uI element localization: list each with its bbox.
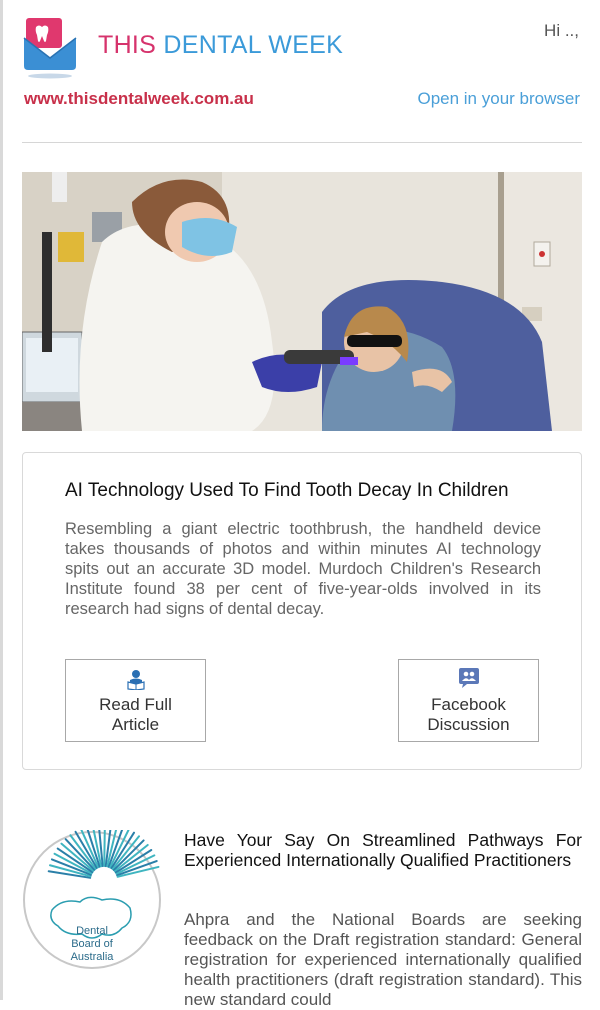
facebook-button-line1: Facebook — [431, 695, 506, 714]
open-in-browser-link[interactable]: Open in your browser — [417, 89, 580, 108]
brand-name: THIS DENTAL WEEK — [98, 31, 344, 59]
read-button-line2: Article — [111, 715, 160, 734]
left-border — [0, 0, 3, 1000]
read-button-line1: Read Full — [99, 695, 172, 714]
reader-icon — [125, 668, 147, 690]
greeting: Hi .., — [544, 21, 579, 40]
article-hero-image[interactable] — [22, 172, 582, 431]
dba-line1: Dental — [76, 925, 108, 937]
article-card — [22, 452, 582, 770]
article2-title[interactable]: Have Your Say On Streamlined Pathways For Experienced Internationally Qualified Practitioners — [184, 830, 582, 870]
dental-board-logo — [22, 830, 162, 970]
group-chat-icon — [458, 668, 480, 690]
dba-line2: Board of — [71, 938, 113, 950]
facebook-discussion-button[interactable] — [398, 659, 539, 742]
logo-ray — [104, 830, 105, 866]
article2-summary: Ahpra and the National Boards are seeking feedback on the Draft registration standard: General registration for experienced internationally qualified health practitioners (draft registration standard). This new standard could — [184, 910, 582, 1009]
facebook-button-line2: Discussion — [427, 715, 510, 734]
site-link[interactable]: www.thisdentalweek.com.au — [24, 89, 254, 108]
dba-line3: Australia — [70, 951, 114, 963]
article-title[interactable]: AI Technology Used To Find Tooth Decay In Children — [65, 480, 509, 501]
read-full-article-button[interactable] — [65, 659, 206, 742]
header-divider — [22, 142, 582, 143]
article-summary: Resembling a giant electric toothbrush, the handheld device takes thousands of photos and within minutes AI technology spits out an accurate 3D model. Murdoch Children's Research Institute found 38 per cent of five-year-olds involved in its research had signs of dental decay. — [65, 520, 541, 618]
envelope-tooth-icon — [22, 18, 78, 80]
